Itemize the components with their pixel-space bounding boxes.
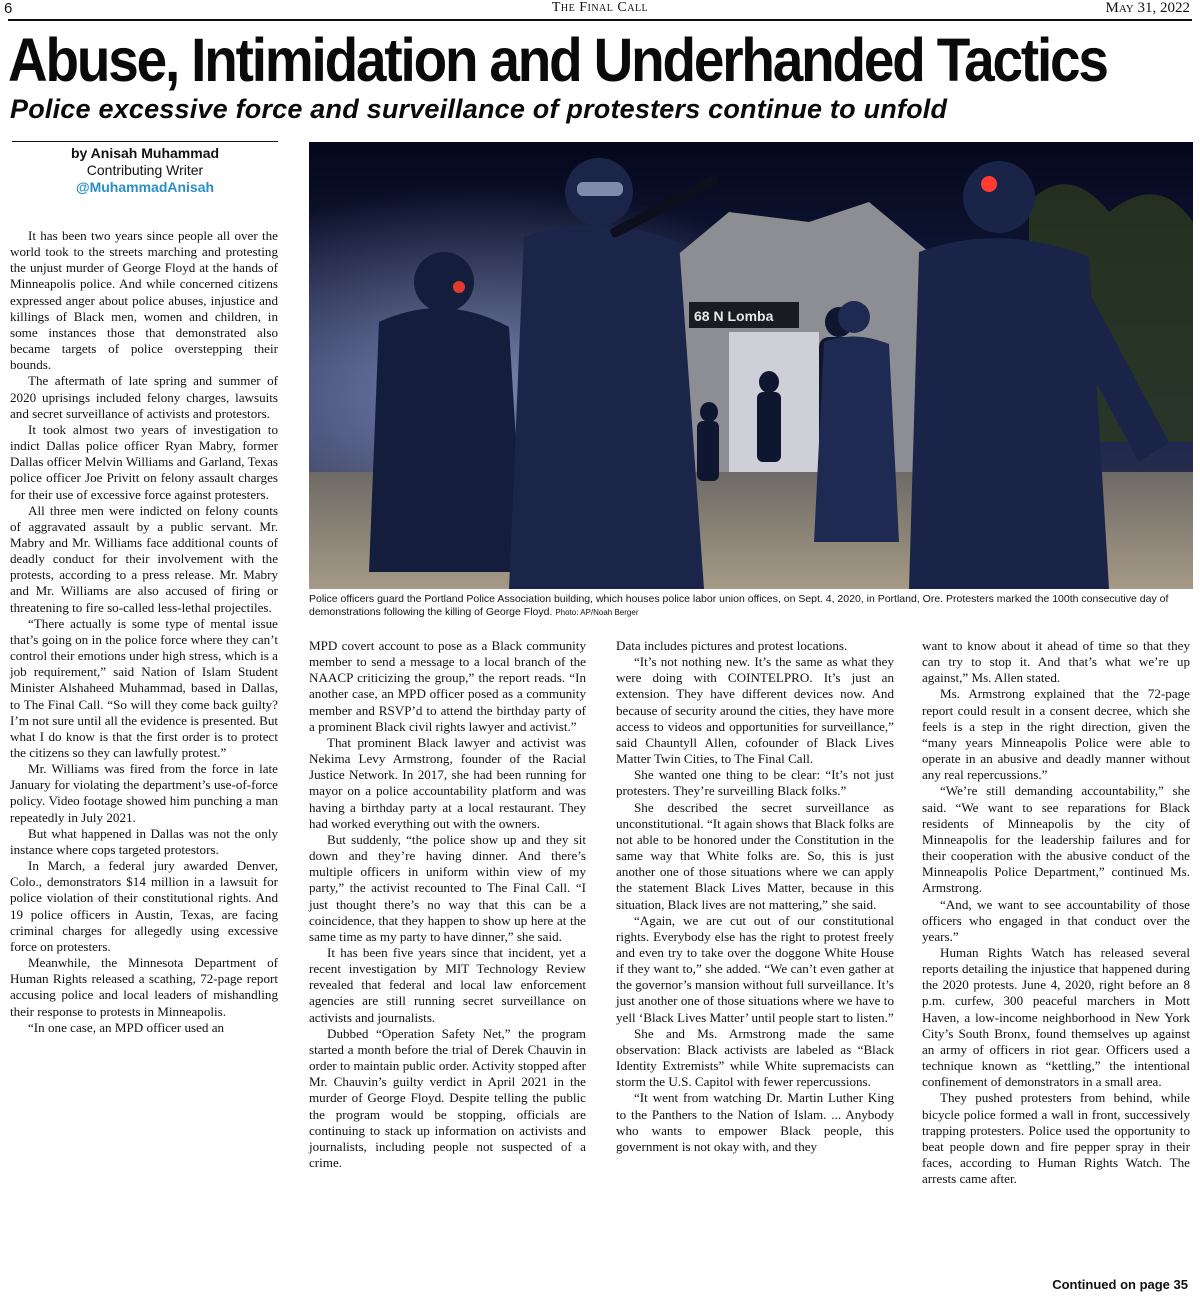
paragraph: “It went from watching Dr. Martin Luther King to the Panthers to the Nation of Islam. ... Anybody who wants to empower Black people, this government is not okay with, and they — [616, 1090, 894, 1154]
paragraph: But suddenly, “the police show up and they sit down and they’re having dinner. And there’s multiple officers in uniform within view of my party,” the activist recounted to The Final Call. “I just thought there’s no way that this can be a coincidence, that they happen to show up here at the same time as my party to have dinner,” she said. — [309, 831, 586, 944]
page-number: 6 — [4, 0, 13, 17]
news-photo — [309, 142, 1193, 589]
paragraph: But what happened in Dallas was not the only instance where cops targeted protestors. — [10, 825, 278, 857]
paragraph: It has been five years since that incident, yet a recent investigation by MIT Technology Review revealed that federal and local law enforcement agencies are still running secret surveillance on activists and journalists. — [309, 944, 586, 1025]
byline — [12, 145, 278, 196]
author-handle: @MuhammadAnisah — [75, 179, 215, 195]
article-column-3 — [616, 638, 894, 1155]
paragraph: “Again, we are cut out of our constitutional rights. Everybody else has the right to protest freely and even try to take over the doggone White House if they want to,” she added. “We can’t even gather at the governor’s mansion without full surveillance. It’s just another one of those situations where we have to yell ‘Black Lives Matter’ until people start to listen.” — [616, 912, 894, 1025]
paragraph: “In one case, an MPD officer used an — [28, 1019, 225, 1035]
paragraph: Data includes pictures and protest locations. — [616, 638, 848, 653]
paragraph: want to know about it ahead of time so that they can try to stop it. And that’s what we’re up against,” Ms. Allen stated. — [922, 638, 1190, 686]
article-column-1 — [10, 228, 278, 1036]
author-role: Contributing Writer — [86, 162, 204, 178]
paragraph: MPD covert account to pose as a Black community member to send a message to a local branch of the NAACP criticizing the group,” the report reads. “In another case, an MPD officer posed as a community member and RSVP’d to attend the birthday party of a prominent Black civil rights lawyer and activist.” — [309, 638, 586, 734]
paragraph: She wanted one thing to be clear: “It’s not just protesters. They’re surveilling Black folks.” — [616, 767, 894, 799]
paragraph: The aftermath of late spring and summer of 2020 uprisings included felony charges, lawsuits and secret surveillance of activists and protestors. — [10, 373, 278, 421]
header-rule — [8, 19, 1192, 21]
paragraph: She described the secret surveillance as unconstitutional. “It again shows that Black folks are not able to be honored under the Constitution in the same way that White folks are. So, this is just another one of those situations where we can apply the statement Black Lives Matter, because in this situation, Black lives are not mattering,” she said. — [616, 799, 894, 912]
caption-text: Police officers guard the Portland Police Association building, which houses police labor union offices, on Sept. 4, 2020, in Portland, Ore. Protesters marked the 100th consecutive day of demonstrations following the killing of George Floyd. — [309, 593, 1169, 618]
photo-credit: Photo: AP/Noah Berger — [555, 608, 639, 617]
paragraph: In March, a federal jury awarded Denver, Colo., demonstrators $14 million in a lawsuit for police violation of their constitutional rights. And 19 police officers in Austin, Texas, are facing criminal charges for allegedly using excessive force on protesters. — [10, 858, 278, 954]
jump-line: Continued on page 35 — [1052, 1277, 1188, 1292]
headline: Abuse, Intimidation and Underhanded Tactics — [8, 26, 1107, 94]
paragraph: “It’s not nothing new. It’s the same as what they were doing with COINTELPRO. It’s just an extension. They have different devices now. And because of security around the cities, they have more access to videos and opportunities for surveillance,” said Chauntyll Allen, cofounder of Black Lives Matter Twin Cities, to The Final Call. — [616, 654, 894, 767]
author-name: by Anisah Muhammad — [70, 145, 220, 161]
paragraph: Meanwhile, the Minnesota Department of Human Rights released a scathing, 72-page report accusing police and local leaders of mishandling their response to protests in Minneapolis. — [10, 955, 278, 1019]
paragraph: Dubbed “Operation Safety Net,” the program started a month before the trial of Derek Chauvin in order to maintain public order. Activity stopped after Mr. Chauvin’s guilty verdict in April 2021 in the murder of George Floyd. Despite telling the public the program would be stopping, officials are continuing to stack up information on activists and journalists, including people not suspected of a crime. — [309, 1025, 586, 1170]
page-header — [0, 0, 1200, 20]
paragraph: It has been two years since people all over the world took to the streets marching and protesting the unjust murder of George Floyd at the hands of Minneapolis police. And while concerned citizens expressed anger about police abuses, injustice and killings of Black men, women and children, in some instances those that demonstrated also became targets of police overstepping their bounds. — [10, 228, 278, 373]
paragraph: She and Ms. Armstrong made the same observation: Black activists are labeled as “Black Identity Extremists” while White supremacists can storm the U.S. Capitol with fewer repercussions. — [616, 1025, 894, 1090]
issue-date: May 31, 2022 — [1105, 0, 1190, 16]
paragraph: They pushed protesters from behind, while bicycle police formed a wall in front, successively trapping protesters. Police used the opportunity to beat people down and fire pepper spray in their faces, according to Human Rights Watch. The arrests came after. — [922, 1090, 1190, 1187]
building-sign: 68 N Lomba — [694, 308, 774, 324]
paragraph: Ms. Armstrong explained that the 72-page report could result in a consent decree, which she feels is a step in the right direction, given the “many years Minneapolis Police were able to operate in an abusive and deadly manner without any real repercussions.” — [922, 686, 1190, 783]
police-line-photo-illustration — [309, 142, 1193, 589]
byline-rule — [12, 141, 278, 142]
paragraph: Mr. Williams was fired from the force in late January for violating the department’s use-of-force policy. Video footage showed him punching a man repeatedly in July 2021. — [10, 761, 278, 825]
paragraph: “And, we want to see accountability of those officers who engaged in that conduct over the years.” — [922, 896, 1190, 944]
paragraph: Human Rights Watch has released several reports detailing the injustice that happened during the 2020 protests. June 4, 2020, right before an 8 p.m. curfew, 300 peaceful marchers in Mott Haven, a low-income neighborhood in New York City’s South Bronx, found themselves up against an army of officers in riot gear. Officers used a technique known as “kettling,” the intentional confinement of demonstrators in a small area. — [922, 944, 1190, 1090]
paragraph: “We’re still demanding accountability,” she said. “We want to see reparations for Black residents of Minneapolis by the city of Minneapolis for the leadership failures and for their cooperation with the abusive conduct of the Minneapolis Police Department,” continued Ms. Armstrong. — [922, 783, 1190, 896]
subheadline: Police excessive force and surveillance of protesters continue to unfold — [10, 94, 948, 124]
photo-caption — [309, 593, 1193, 619]
paragraph: It took almost two years of investigation to indict Dallas police officer Ryan Mabry, former Dallas officer Melvin Williams and Garland, Texas police officer Joe Privitt on felony assault charges for their use of excessive force against protesters. — [10, 421, 278, 502]
paragraph: All three men were indicted on felony counts of aggravated assault by a public servant. Mr. Mabry and Mr. Williams face additional counts of deadly conduct for their involvement with the protests, according to a press release. Mr. Mabry and Mr. Williams are also accused of firing or threatening to fire so-called less-lethal projectiles. — [10, 502, 278, 615]
article-column-4 — [922, 638, 1190, 1187]
article-column-2 — [309, 638, 586, 1171]
newspaper-name: The Final Call — [551, 0, 649, 15]
paragraph: “There actually is some type of mental issue that’s going on in the police force where they can’t control their emotions under high stress, which is a job requirement,” said Nation of Islam Student Minister Alshaheed Muhammad, based in Dallas, to The Final Call. “So will they come back guilty? I’m not sure until all the evidence is presented. But what I do know is that the first order is to protect the citizens so they can lawfully protest.” — [10, 615, 278, 760]
paragraph: That prominent Black lawyer and activist was Nekima Levy Armstrong, founder of the Racial Justice Network. In 2017, she had been running for mayor on a police accountability platform and was having a birthday party at a local restaurant. They had worked everything out with the owners. — [309, 734, 586, 831]
